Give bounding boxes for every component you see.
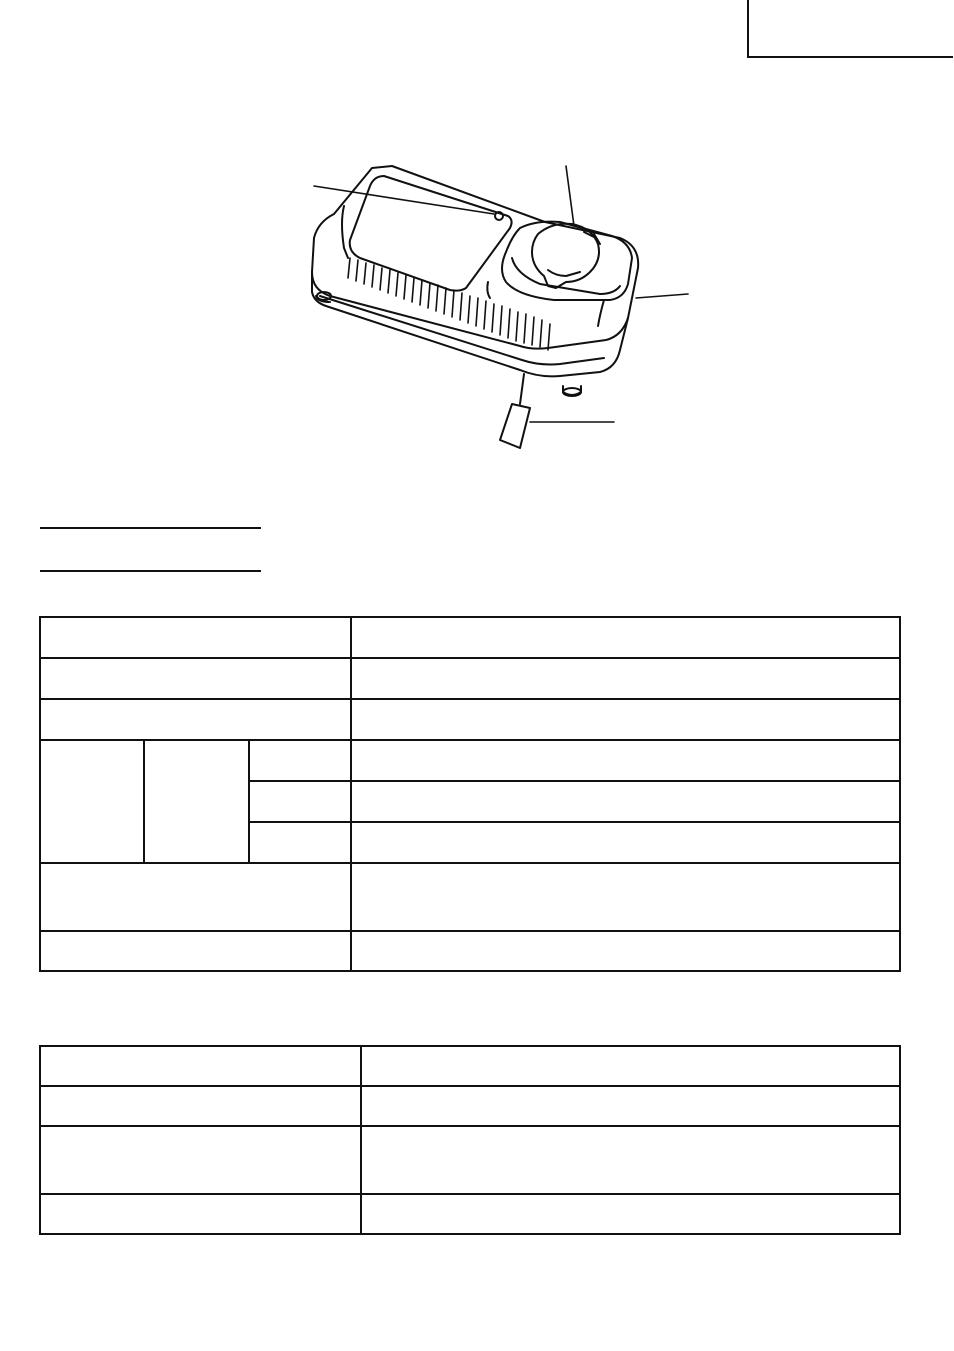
- row-label: [40, 1194, 361, 1234]
- charger-illustration: [0, 0, 954, 480]
- row-value: [361, 1194, 900, 1234]
- spec-sub-label: [249, 781, 351, 822]
- spec-label: [40, 658, 351, 699]
- accessory-table: [39, 1045, 901, 1235]
- power-cord: [520, 374, 524, 404]
- row-value: [361, 1046, 900, 1086]
- spec-label: [40, 863, 351, 931]
- row-label: [40, 1086, 361, 1126]
- spec-label: [40, 699, 351, 740]
- spec-value: [351, 931, 900, 971]
- spec-sub-label: [249, 822, 351, 863]
- section-heading-rule-2: [40, 570, 261, 572]
- row-value: [361, 1086, 900, 1126]
- spec-sub-label: [249, 740, 351, 781]
- row-label: [40, 1046, 361, 1086]
- spec-subgroup-label: [144, 740, 249, 863]
- spec-value: [351, 740, 900, 781]
- specifications-table: [39, 616, 901, 972]
- spec-group-label: [40, 740, 144, 863]
- spec-value: [351, 781, 900, 822]
- spec-label: [40, 931, 351, 971]
- section-heading-rule-1: [40, 527, 261, 529]
- spec-value: [351, 822, 900, 863]
- table-row: [40, 1046, 900, 1086]
- spec-value: [351, 699, 900, 740]
- table-row: [40, 617, 900, 658]
- spec-value: [351, 863, 900, 931]
- spec-value: [351, 617, 900, 658]
- table-row: [40, 1086, 900, 1126]
- row-label: [40, 1126, 361, 1194]
- table-row: [40, 863, 900, 931]
- table-row: [40, 931, 900, 971]
- leader-charger: [636, 294, 688, 298]
- leader-pilot-lamp: [314, 186, 494, 214]
- table-row: [40, 658, 900, 699]
- table-row: [40, 1194, 900, 1234]
- table-row: [40, 1126, 900, 1194]
- spec-label: [40, 617, 351, 658]
- spec-value: [351, 658, 900, 699]
- leader-battery: [566, 166, 574, 226]
- table-row: [40, 699, 900, 740]
- row-value: [361, 1126, 900, 1194]
- table-row: [40, 740, 900, 781]
- plug-icon: [500, 404, 530, 448]
